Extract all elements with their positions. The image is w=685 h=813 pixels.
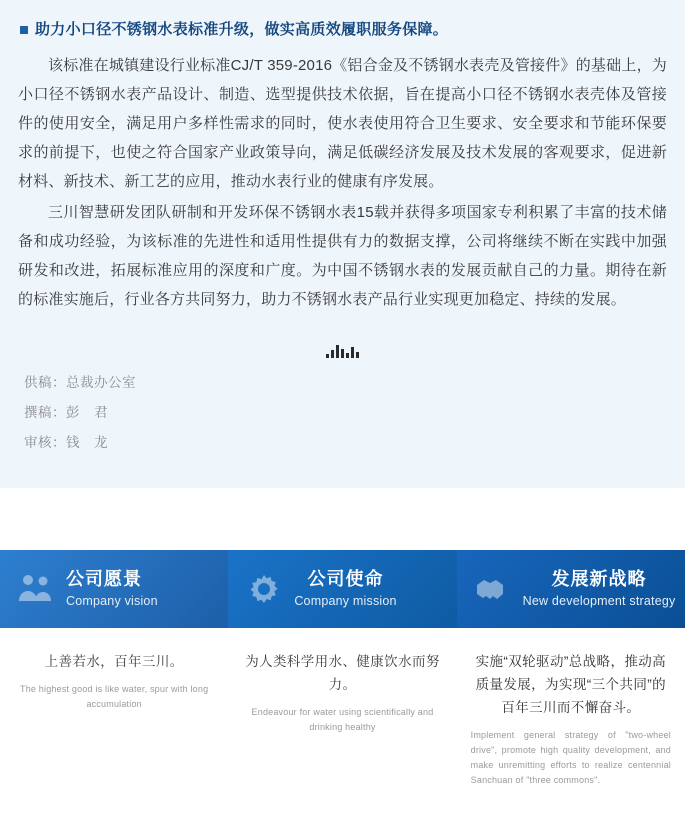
equalizer-divider (18, 332, 667, 358)
square-bullet-icon (20, 26, 28, 34)
banner-title-cn: 公司愿景 (66, 569, 142, 590)
banner-title-en: New development strategy (522, 594, 676, 609)
footer-column-strategy (457, 650, 685, 788)
headline-text: 助力小口径不锈钢水表标准升级，做实高质效履职服务保障。 (35, 21, 449, 38)
banner-column-mission (228, 550, 456, 628)
people-icon (16, 569, 56, 609)
footer-text-en: Endeavour for water using scientifically and drinking healthy (251, 707, 434, 732)
footer-banner (0, 550, 685, 628)
banner-title-en: Company mission (294, 594, 397, 609)
banner-column-strategy (457, 550, 685, 628)
credit-line: 撰稿：彭 君 (24, 405, 108, 420)
banner-column-vision (0, 550, 228, 628)
footer-text-cn: 为人类科学用水、健康饮水而努力。 (245, 654, 440, 692)
article-paragraph: 该标准在城镇建设行业标准CJ/T 359-2016《铝合金及不锈钢水表壳及管接件》的基础上，为小口径不锈钢水表产品设计、制造、选型提供技术依据，旨在提高小口径不锈钢水表壳体及管接件的使用安全，满足用户多样性需求的同时，使水表使用符合卫生要求、安全要求和节能环保要求的前提下，也使之符合国家产业政策导向，满足低碳经济发展及技术发展的客观要求，促进新材料、新技术、新工艺的应用，推动水表行业的健康有序发展。 (18, 57, 667, 190)
equalizer-bars-icon (326, 344, 359, 358)
credits-block (18, 368, 667, 458)
footer-text-en: Implement general strategy of "two-wheel drive", promote high quality development, and make unremitting efforts to realize centennial Sanchuan of "three commons". (470, 730, 671, 785)
banner-title-en: Company vision (66, 594, 158, 609)
handshake-icon (473, 569, 513, 609)
article-headline (18, 14, 667, 51)
white-spacer (0, 488, 685, 550)
credit-line: 审核：钱 龙 (24, 435, 108, 450)
footer-column-vision (0, 650, 228, 788)
banner-text-mission (294, 569, 396, 608)
credit-line: 供稿：总裁办公室 (24, 375, 136, 390)
footer-text-en: The highest good is like water, spur with long accumulation (20, 684, 209, 709)
banner-text-vision (66, 569, 158, 608)
article-paragraph: 三川智慧研发团队研制和开发环保不锈钢水表15载并获得多项国家专利积累了丰富的技术储备和成功经验，为该标准的先进性和适用性提供有力的数据支撑，公司将继续不断在实践中加强研发和改进，拓展标准应用的深度和广度。为中国不锈钢水表的发展贡献自己的力量。期待在新的标准实施后，行业各方共同努力，助力不锈钢水表产品行业实现更加稳定、持续的发展。 (18, 204, 667, 308)
banner-title-cn: 公司使命 (307, 569, 384, 590)
footer-column-mission (228, 650, 456, 788)
footer-text-cn: 上善若水，百年三川。 (44, 654, 184, 669)
banner-title-cn: 发展新战略 (551, 569, 647, 590)
banner-text-strategy (523, 569, 676, 608)
footer-text-cn: 实施“双轮驱动”总战略，推动高质量发展，为实现“三个共同”的百年三川而不懈奋斗。 (475, 654, 667, 715)
gear-icon (244, 569, 284, 609)
footer-text-columns (0, 628, 685, 788)
